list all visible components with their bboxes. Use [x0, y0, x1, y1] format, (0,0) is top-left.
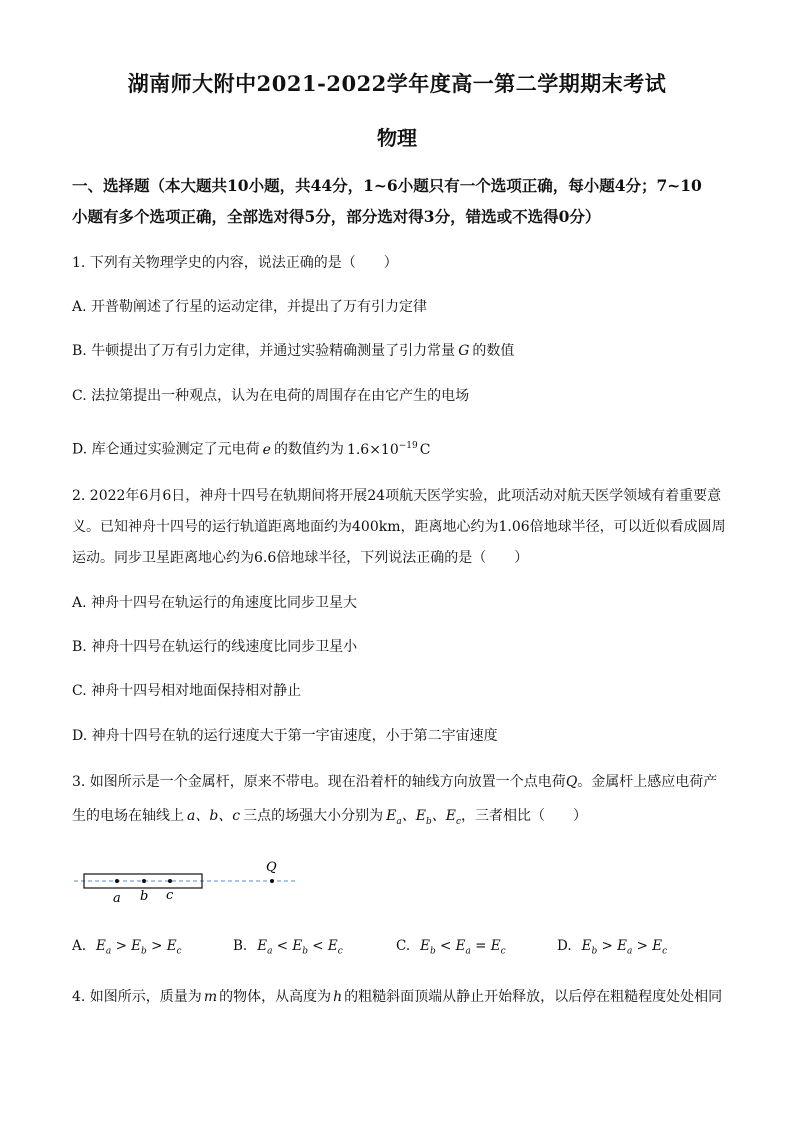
charge-q-label: Q — [266, 860, 277, 875]
q4-stem-line1: 4. 如图所示，质量为 m 的物体，从高度为 h 的粗糙斜面顶端从静止开始释放，以后停在粗糙程度处处相同 — [72, 989, 723, 1005]
q1-option-b: B. 牛顿提出了万有引力定律，并通过实验精确测量了引力常量 G 的数值 — [72, 343, 515, 359]
section-instructions-line1: 一、选择题（本大题共10小题，共44分，1~6小题只有一个选项正确，每小题4分；7~10 — [72, 176, 702, 195]
q3-option-c: C. $E_b < E_a = E_c$ — [396, 938, 506, 957]
q1-option-a: A. 开普勒阐述了行星的运动定律，并提出了万有引力定律 — [72, 299, 428, 315]
q3-option-d: D. $E_b > E_a > E_c$ — [557, 938, 668, 957]
q1-option-c: C. 法拉第提出一种观点，认为在电荷的周围存在由它产生的电场 — [72, 388, 470, 404]
q2-option-c: C. 神舟十四号相对地面保持相对静止 — [72, 683, 302, 699]
point-b-dot — [142, 879, 146, 883]
q2-stem-line2: 义。已知神舟十四号的运行轨道距离地面约为400km，距离地心约为1.06倍地球半径，可以近似看成圆周 — [72, 519, 726, 535]
point-c-label: c — [166, 888, 174, 903]
q2-stem-line3: 运动。同步卫星距离地心约为6.6倍地球半径，下列说法正确的是（ ） — [72, 550, 529, 566]
exam-title: 湖南师大附中2021-2022学年度高一第二学期期末考试 — [127, 71, 667, 96]
q3-figure-metal-rod — [72, 855, 312, 915]
subject-title: 物理 — [377, 126, 417, 150]
q2-option-a: A. 神舟十四号在轨运行的角速度比同步卫星大 — [72, 595, 358, 611]
q1-option-d: D. 库仑通过实验测定了元电荷 e 的数值约为 $1.6\times 10^{-19}$ C — [72, 441, 431, 458]
point-a-label: a — [113, 891, 121, 906]
q1-stem: 1. 下列有关物理学史的内容，说法正确的是（ ） — [72, 255, 398, 271]
section-instructions-line2: 小题有多个选项正确，全部选对得5分，部分选对得3分，错选或不选得0分） — [72, 207, 601, 226]
point-c-dot — [168, 879, 172, 883]
point-a-dot — [115, 879, 119, 883]
charge-q-dot — [270, 879, 274, 883]
q3-stem-line2: 生的电场在轴线上 a、b、c 三点的场强大小分别为 $E_a$、$E_b$、$E_c$，三者相比（ ） — [72, 808, 588, 827]
q3-stem-line1: 3. 如图所示是一个金属杆，原来不带电。现在沿着杆的轴线方向放置一个点电荷Q。金属杆上感应电荷产 — [72, 774, 718, 790]
q2-option-d: D. 神舟十四号在轨的运行速度大于第一宇宙速度，小于第二宇宙速度 — [72, 728, 498, 744]
q2-stem-line1: 2. 2022年6月6日，神舟十四号在轨期间将开展24项航天医学实验，此项活动对航天医学领域有着重要意 — [72, 488, 722, 504]
q2-option-b: B. 神舟十四号在轨运行的线速度比同步卫星小 — [72, 639, 358, 655]
q3-option-b: B. $E_a < E_b < E_c$ — [233, 938, 343, 957]
q3-option-a: A. $E_a > E_b > E_c$ — [72, 938, 182, 957]
point-b-label: b — [140, 889, 149, 904]
